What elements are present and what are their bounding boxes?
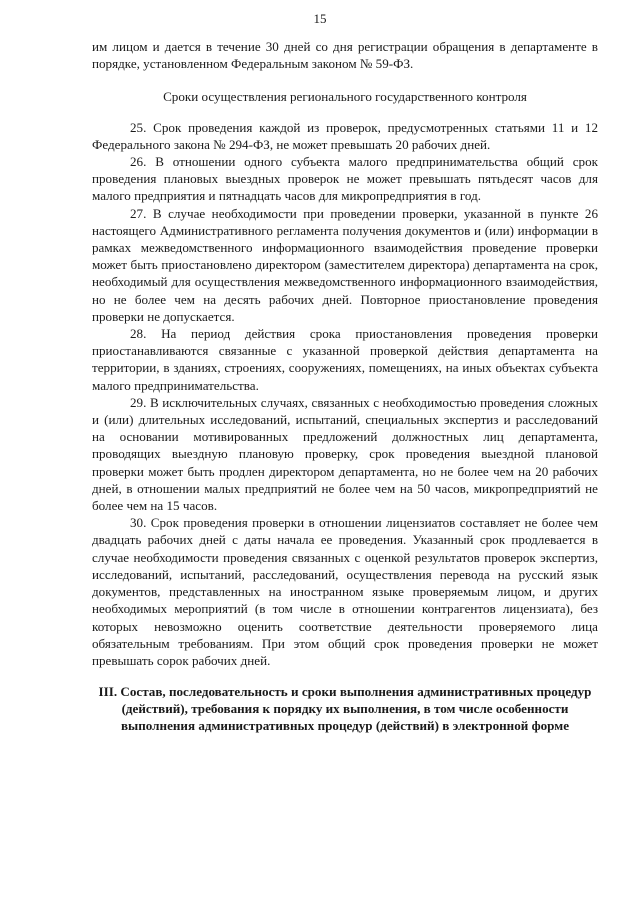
paragraph-25: 25. Срок проведения каждой из проверок, предусмотренных статьями 11 и 12 Федерального закона № 294-ФЗ, не может превышать 20 рабочих дней.	[92, 119, 598, 152]
punch-hole-mark-icon	[33, 473, 49, 489]
page-content	[92, 38, 598, 734]
section-heading: III. Состав, последовательность и сроки выполнения административных процедур (действий), требования к порядку их выполнения, в том числе особенности выполнения административных процедур (действий) в электронной форме	[98, 684, 592, 734]
paragraph-30: 30. Срок проведения проверки в отношении лицензиатов составляет не более чем двадцать рабочих дней с даты начала ее проведения. Указанный срок продлевается в случае необходимости проведения связанных с оценкой результатов проверок экспертиз, исследований, испытаний, расследований, осуществления перевода на русский язык документов, представленных на иностранном языке проверяемым лицом, и других необходимых мероприятий (в том числе в отношении контрагентов лицензиата), без которых невозможно оценить соответствие деятельности проверяемого лица обязательным требованиям. При этом общий срок проведения проверки не может превышать сорок рабочих дней.	[92, 515, 598, 668]
section-subheading: Сроки осуществления регионального государственного контроля	[163, 89, 527, 105]
paragraph-26: 26. В отношении одного субъекта малого предпринимательства общий срок проведения плановых выездных проверок не может превышать пятьдесят часов для малого предприятия и пятнадцать часов для микропредприятия в год.	[92, 154, 598, 204]
intro-paragraph: им лицом и дается в течение 30 дней со дня регистрации обращения в департаменте в порядке, установленном Федеральным законом № 59-ФЗ.	[92, 39, 598, 72]
paragraph-28: 28. На период действия срока приостановления проведения проверки приостанавливаются связанные с указанной проверкой действия департамента на территории, в зданиях, строениях, сооружениях, помещениях, на иных объектах субъекта малого предпринимательства.	[92, 326, 598, 393]
page-number: 15	[313, 11, 327, 26]
punch-hole-mark-icon	[33, 265, 49, 281]
paragraph-27: 27. В случае необходимости при проведении проверки, указанной в пункте 26 настоящего Административного регламента получения документов и (или) информации в рамках межведомственного информационного взаимодействия проведение проверки может быть приостановлено директором (заместителем директора) департамента на срок, необходимый для осуществления межведомственного информационного взаимодействия, но не более чем на десять рабочих дней. Повторное приостановление проведения проверки не допускается.	[92, 205, 598, 324]
paragraph-29: 29. В исключительных случаях, связанных с необходимостью проведения сложных и (или) длительных исследований, испытаний, специальных экспертиз и расследований на основании мотивированных предложений должностных лиц департамента, проводящих выездную плановую проверку, срок проведения выездной плановой проверки может быть продлен директором департамента, но не более чем на 20 рабочих дней, в отношении малых предприятий не более чем на 50 часов, микропредприятий не более чем на 15 часов.	[92, 394, 598, 514]
